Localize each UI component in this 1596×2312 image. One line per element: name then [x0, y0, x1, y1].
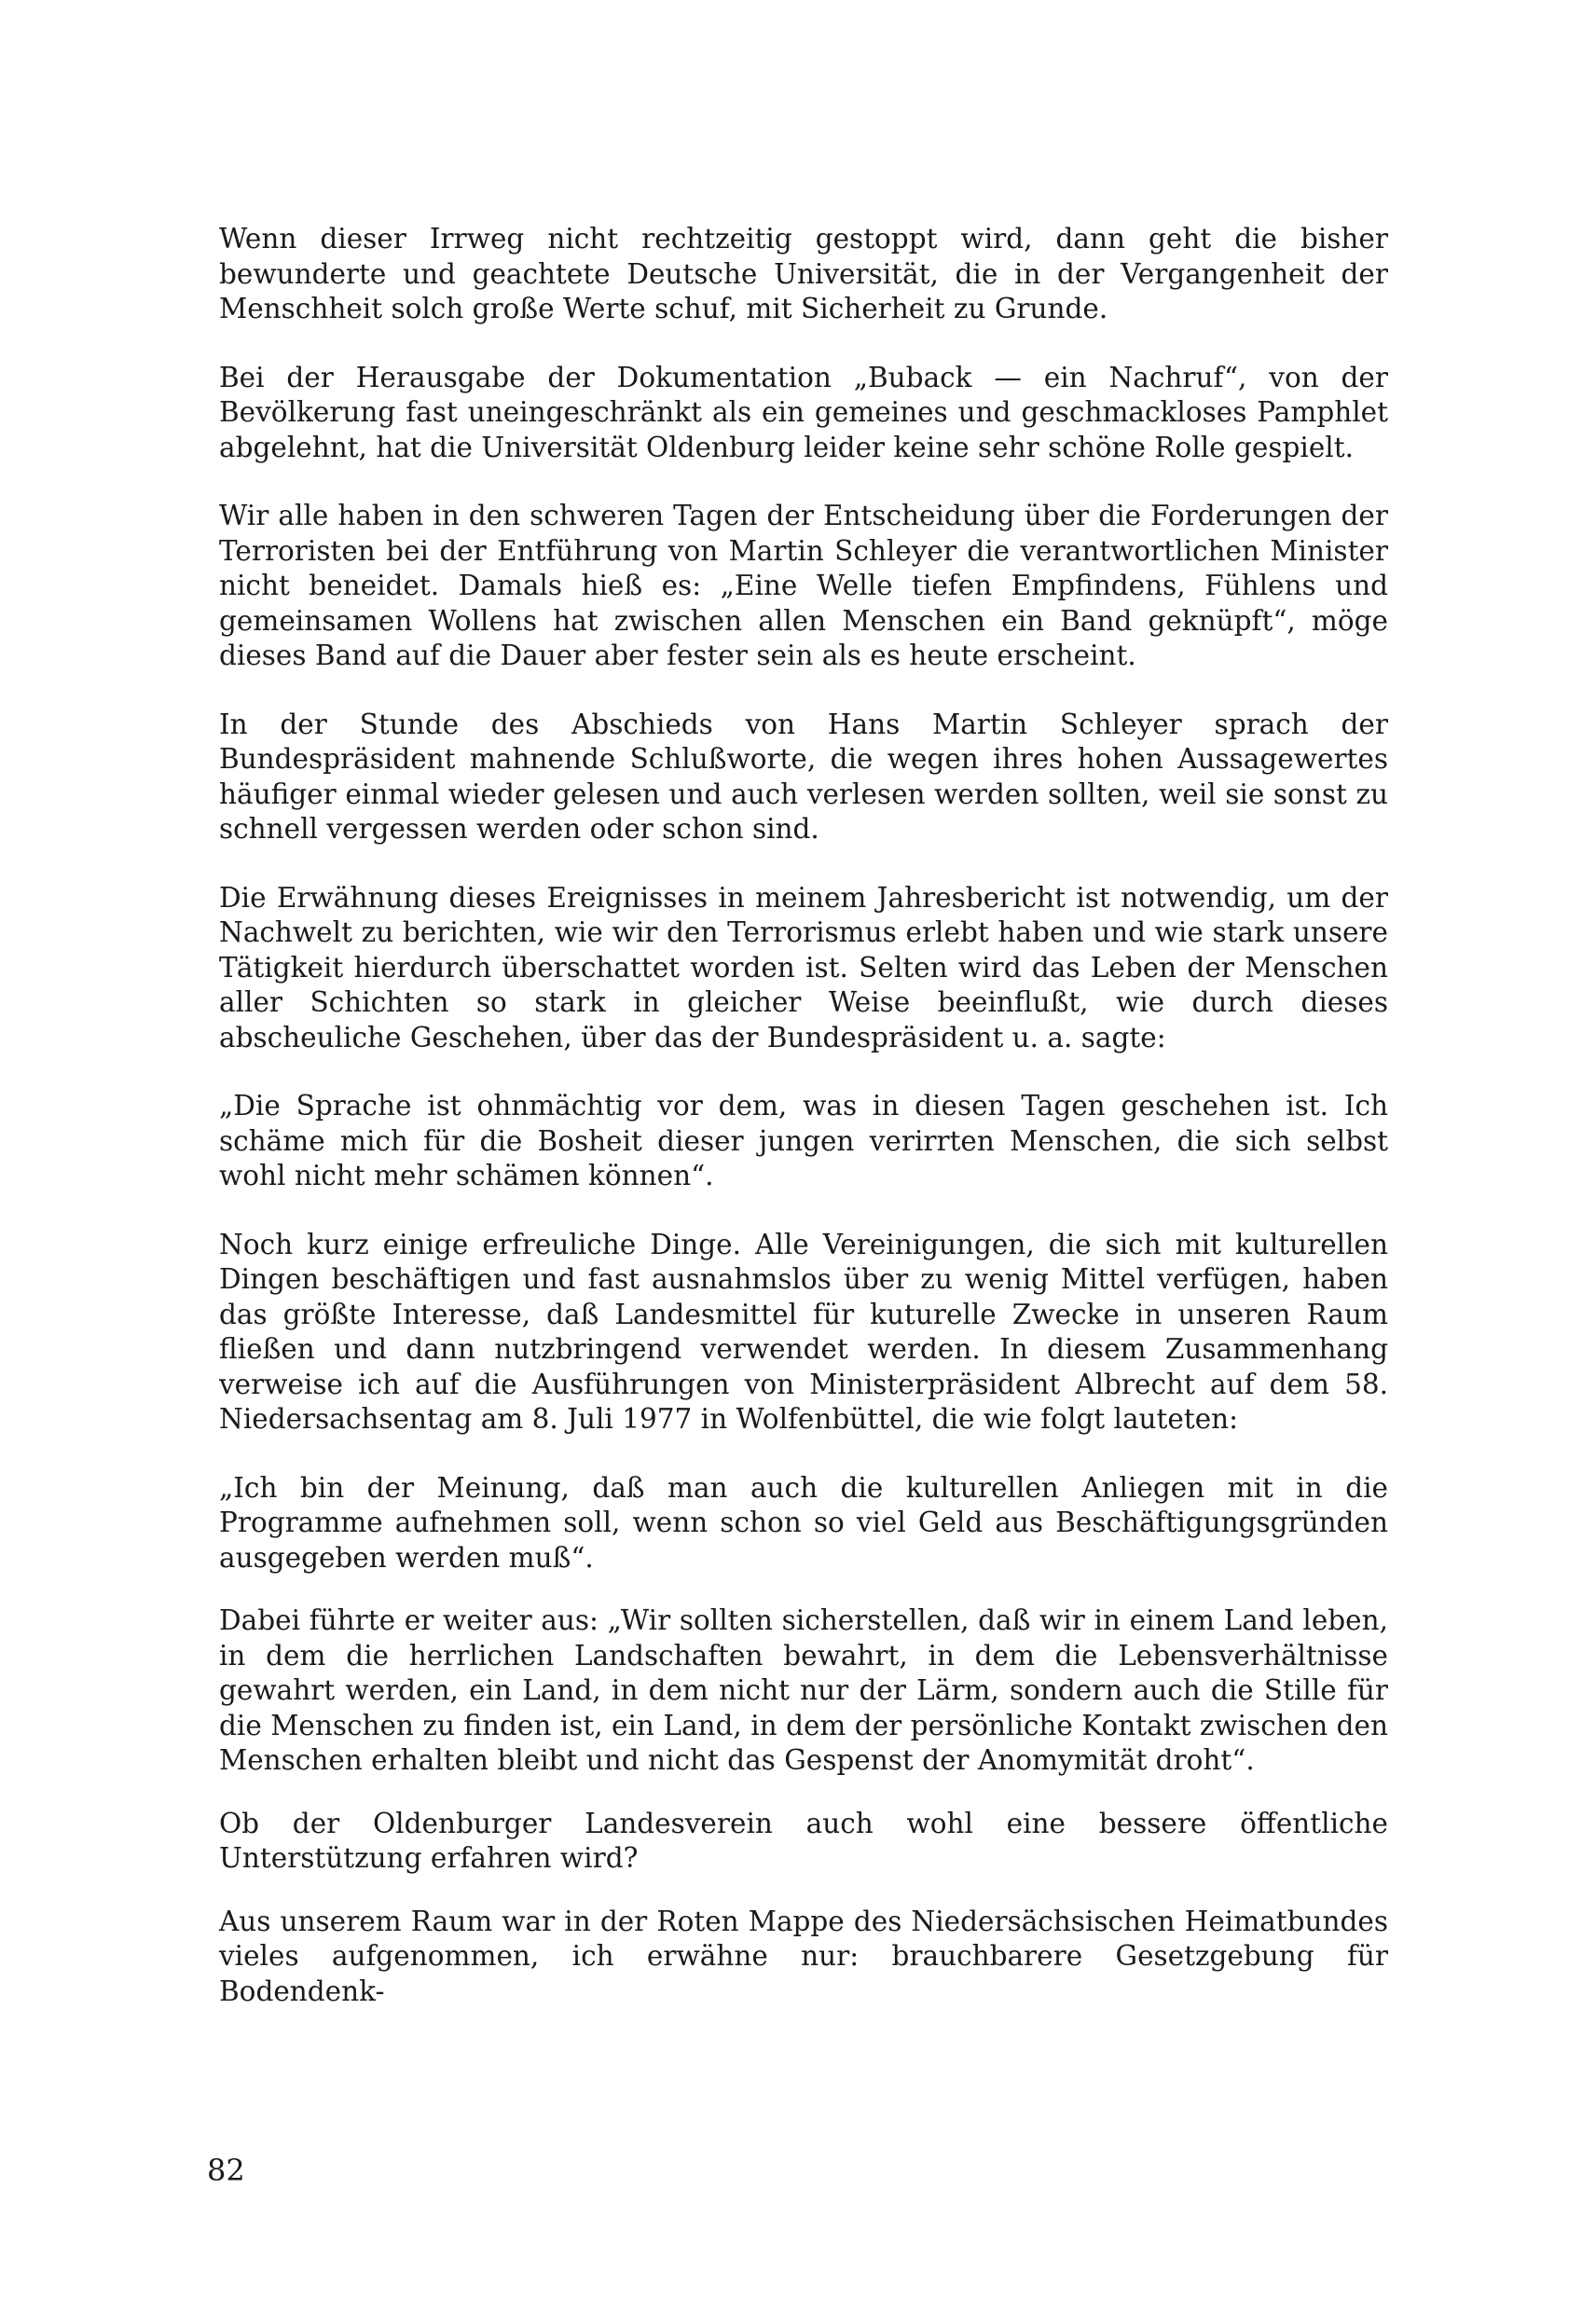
paragraph: Aus unserem Raum war in der Roten Mappe des Niedersächsischen Heimatbundes vieles aufgenommen, ich erwähne nur: brauchbarere Gesetzgebung für Bodendenk- — [219, 1905, 1388, 2007]
quote-paragraph: „Ich bin der Meinung, daß man auch die kulturellen Anliegen mit in die Programme aufnehmen soll, wenn schon so viel Geld aus Beschäftigungsgründen ausgegeben werden muß“. — [219, 1471, 1388, 1574]
paragraph: Ob der Oldenburger Landesverein auch wohl eine bessere öffentliche Unterstützung erfahren wird? — [219, 1807, 1388, 1874]
paragraph: In der Stunde des Abschieds von Hans Martin Schleyer sprach der Bundespräsident mahnende Schlußworte, die wegen ihres hohen Aussagewertes häufiger einmal wieder gelesen und auch verlesen werden sollten, weil sie sonst zu schnell vergessen werden oder schon sind. — [219, 708, 1388, 845]
paragraph: Wenn dieser Irrweg nicht rechtzeitig gestoppt wird, dann geht die bisher bewunderte und geachtete Deutsche Universität, die in der Vergangenheit der Menschheit solch große Werte schuf, mit Sicherheit zu Grunde. — [219, 223, 1388, 324]
page-number: 82 — [207, 2153, 245, 2188]
paragraph: Bei der Herausgabe der Dokumentation „Buback — ein Nachruf“, von der Bevölkerung fast uneingeschränkt als ein gemeines und geschmackloses Pamphlet abgelehnt, hat die Universität Oldenburg leider keine sehr schöne Rolle gespielt. — [219, 361, 1388, 463]
paragraph: Die Erwähnung dieses Ereignisses in meinem Jahresbericht ist notwendig, um der Nachwelt zu berichten, wie wir den Terrorismus erlebt haben und wie stark unsere Tätigkeit hierdurch überschattet worden ist. Selten wird das Leben der Menschen aller Schichten so stark in gleicher Weise beeinflußt, wie durch dieses abscheuliche Geschehen, über das der Bundespräsident u. a. sagte: — [219, 881, 1388, 1053]
body-text — [219, 222, 1388, 2043]
quote-paragraph: „Die Sprache ist ohnmächtig vor dem, was in diesen Tagen geschehen ist. Ich schäme mich für die Bosheit dieser jungen verirrten Menschen, die sich selbst wohl nicht mehr schämen können“. — [219, 1090, 1388, 1191]
paragraph: Wir alle haben in den schweren Tagen der Entscheidung über die Forderungen der Terroristen bei der Entführung von Martin Schleyer die verantwortlichen Minister nicht beneidet. Damals hieß es: „Eine Welle tiefen Empfindens, Fühlens und gemeinsamen Wollens hat zwischen allen Menschen ein Band geknüpft“, möge dieses Band auf die Dauer aber fester sein als es heute erscheint. — [219, 500, 1388, 671]
paragraph: Dabei führte er weiter aus: „Wir sollten sicherstellen, daß wir in einem Land leben, in dem die herrlichen Landschaften bewahrt, in dem die Lebensverhältnisse gewahrt werden, ein Land, in dem nicht nur der Lärm, sondern auch die Stille für die Menschen zu finden ist, ein Land, in dem der persönliche Kontakt zwischen den Menschen erhalten bleibt und nicht das Gespenst der Anomymität droht“. — [219, 1604, 1388, 1776]
paragraph: Noch kurz einige erfreuliche Dinge. Alle Vereinigungen, die sich mit kulturellen Dingen beschäftigen und fast ausnahmslos über zu wenig Mittel verfügen, haben das größte Interesse, daß Landesmittel für kuturelle Zwecke in unseren Raum fließen und dann nutzbringend verwendet werden. In diesem Zusammenhang verweise ich auf die Ausführungen von Ministerpräsident Albrecht auf dem 58. Niedersachsentag am 8. Juli 1977 in Wolfenbüttel, die wie folgt lauteten: — [219, 1228, 1388, 1435]
